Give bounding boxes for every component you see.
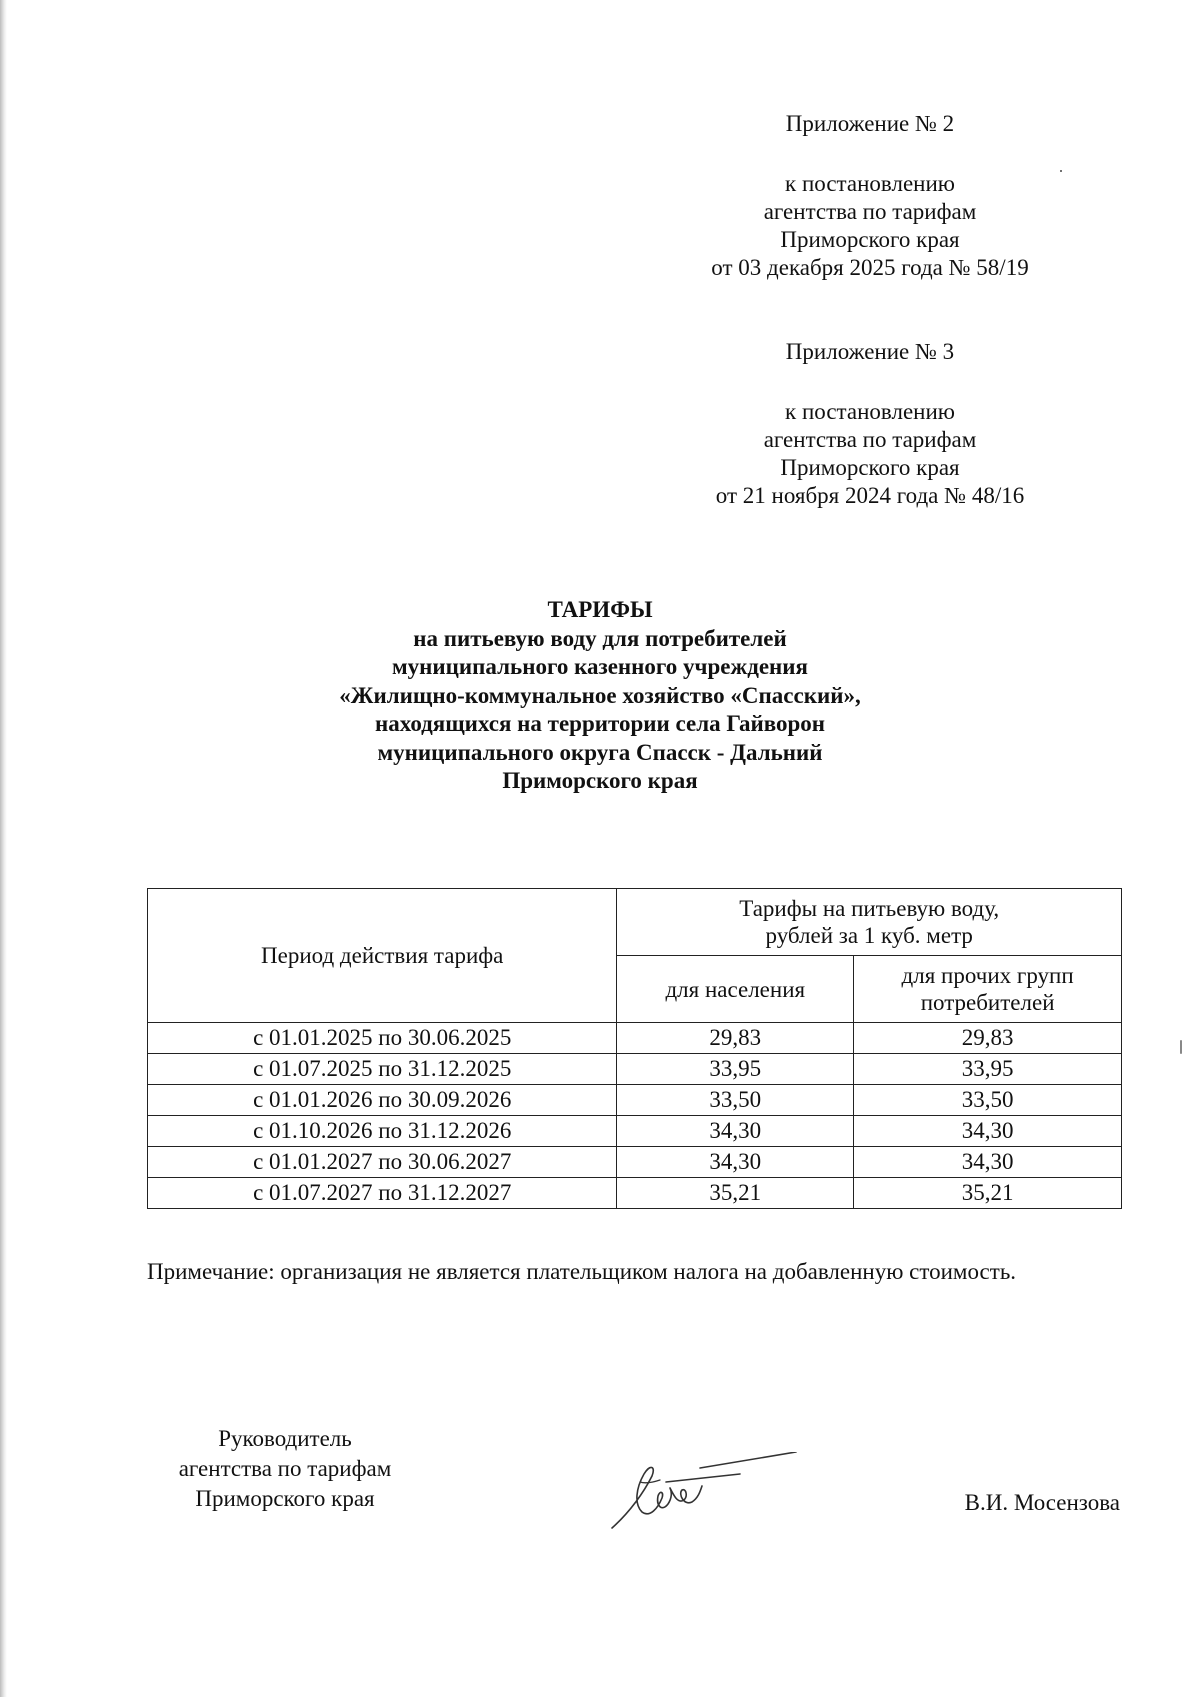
scan-speck [1180, 1040, 1182, 1054]
handwritten-signature [600, 1452, 800, 1532]
appendix-2-line: Приморского края [780, 227, 960, 252]
title-line: муниципального округа Спасск - Дальний [377, 739, 823, 765]
signer-line: Приморского края [195, 1486, 375, 1511]
period-cell: с 01.01.2027 по 30.06.2027 [148, 1147, 617, 1178]
other-tariff-cell: 34,30 [854, 1147, 1122, 1178]
period-header-text: Период действия тарифа [261, 943, 504, 968]
table-header-row [148, 889, 1122, 956]
signer-line: Руководитель [218, 1426, 352, 1451]
population-tariff-cell: 33,95 [617, 1054, 854, 1085]
title-line: Приморского края [502, 768, 698, 793]
appendix-3-date: от 21 ноября 2024 года № 48/16 [715, 483, 1025, 508]
period-cell: с 01.10.2026 по 31.12.2026 [148, 1116, 617, 1147]
other-header-line: потребителей [920, 990, 1055, 1015]
scan-edge [0, 0, 7, 1697]
appendix-3-line: к постановлению [785, 399, 955, 424]
tariffs-table [147, 888, 1122, 1209]
appendix-3-line: Приморского края [780, 455, 960, 480]
population-tariff-cell: 35,21 [617, 1178, 854, 1209]
appendix-2-line: агентства по тарифам [763, 199, 977, 224]
population-tariff-cell: 34,30 [617, 1116, 854, 1147]
population-tariff-cell: 34,30 [617, 1147, 854, 1178]
population-tariff-cell: 29,83 [617, 1023, 854, 1054]
other-tariff-cell: 33,50 [854, 1085, 1122, 1116]
period-header [148, 889, 617, 1023]
tariff-header [617, 889, 1122, 956]
table-row [148, 1023, 1122, 1054]
appendix-3-heading: Приложение № 3 [785, 339, 955, 364]
population-header-text: для населения [665, 976, 806, 1002]
other-tariff-cell: 34,30 [854, 1116, 1122, 1147]
period-cell: с 01.01.2025 по 30.06.2025 [148, 1023, 617, 1054]
period-cell: с 01.01.2026 по 30.09.2026 [148, 1085, 617, 1116]
other-groups-header [854, 956, 1122, 1023]
other-header-line: для прочих групп [901, 963, 1074, 988]
tariff-header-line: рублей за 1 куб. метр [765, 923, 973, 948]
tariff-header-line: Тарифы на питьевую воду, [739, 896, 1000, 921]
other-tariff-cell: 29,83 [854, 1023, 1122, 1054]
signer-line: агентства по тарифам [178, 1456, 392, 1481]
period-cell: с 01.07.2027 по 31.12.2027 [148, 1178, 617, 1209]
title-main: ТАРИФЫ [547, 597, 653, 622]
title-line: муниципального казенного учреждения [392, 654, 808, 679]
title-line: на питьевую воду для потребителей [413, 625, 787, 651]
appendix-2-heading: Приложение № 2 [785, 111, 955, 136]
signer-name: В.И. Мосензова [964, 1490, 1120, 1515]
appendix-3-line: агентства по тарифам [763, 427, 977, 452]
appendix-2-block [700, 110, 1040, 282]
title-line: «Жилищно-коммунальное хозяйство «Спасский», [339, 682, 861, 708]
appendix-3-block [700, 338, 1040, 510]
other-tariff-cell: 33,95 [854, 1054, 1122, 1085]
appendix-2-date: от 03 декабря 2025 года № 58/19 [711, 255, 1029, 280]
table-row [148, 1085, 1122, 1116]
document-title [160, 596, 1040, 796]
table-row [148, 1147, 1122, 1178]
table-row [148, 1116, 1122, 1147]
other-tariff-cell: 35,21 [854, 1178, 1122, 1209]
period-cell: с 01.07.2025 по 31.12.2025 [148, 1054, 617, 1085]
population-header [617, 956, 854, 1023]
table-row [148, 1054, 1122, 1085]
signer-position [140, 1424, 430, 1514]
note-text: Примечание: организация не является плательщиком налога на добавленную стоимость. [147, 1259, 1017, 1284]
population-tariff-cell: 33,50 [617, 1085, 854, 1116]
title-line: находящихся на территории села Гайворон [374, 711, 826, 736]
table-row [148, 1178, 1122, 1209]
appendix-2-line: к постановлению [785, 171, 955, 196]
scan-speck [1060, 170, 1062, 172]
